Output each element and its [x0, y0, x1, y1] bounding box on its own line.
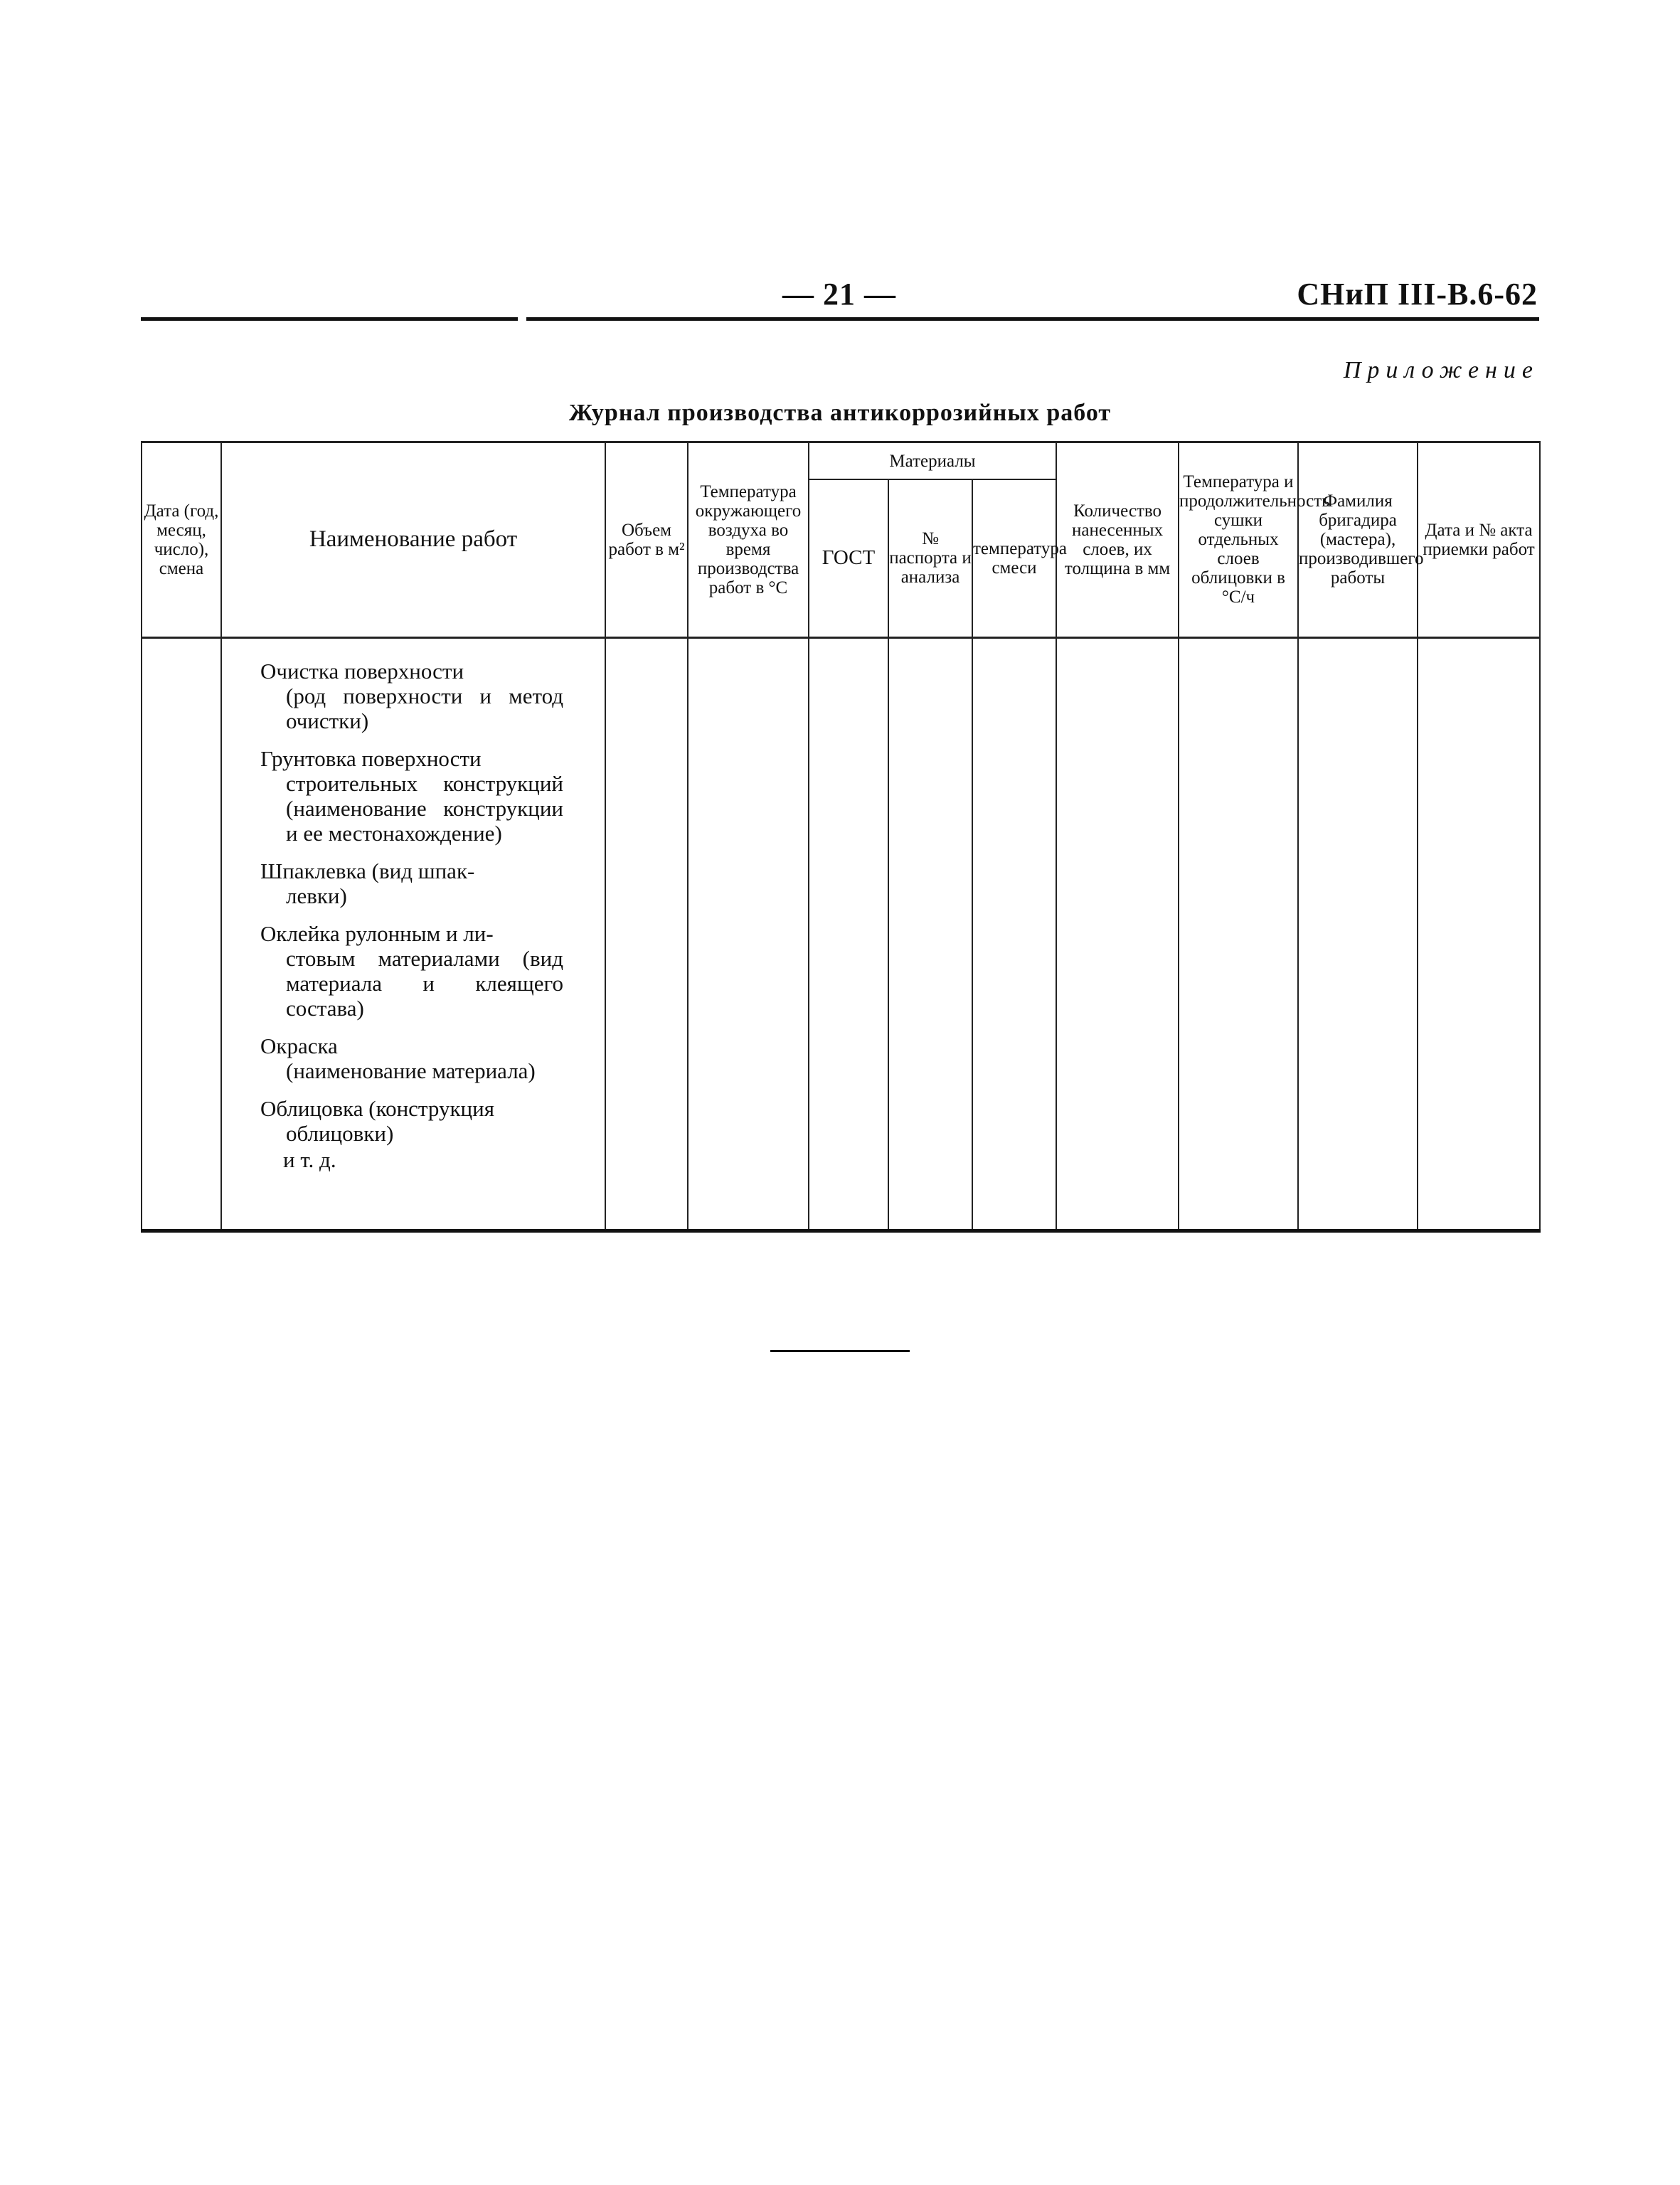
work-detail: стовым материалами (вид материала и клеящего состава)	[286, 945, 563, 1021]
table-row	[142, 637, 1540, 1230]
header-rule-right	[526, 317, 1539, 321]
cell-date	[142, 637, 221, 1230]
works-list	[222, 639, 605, 1172]
work-name: Очистка поверхности	[260, 658, 464, 684]
cell-volume	[605, 637, 688, 1230]
work-detail: облицовки)	[286, 1120, 394, 1146]
cell-acceptance-act	[1418, 637, 1540, 1230]
list-item	[260, 858, 563, 908]
column-header-drying: Температура и продолжительность сушки отдельных слоев облицовки в °С/ч	[1179, 442, 1298, 638]
column-header-name: Наименование работ	[221, 442, 605, 638]
page-number: — 21 —	[782, 277, 896, 312]
cell-gost	[809, 637, 888, 1230]
cell-passport	[888, 637, 972, 1230]
column-group-materials: Материалы	[809, 442, 1056, 480]
list-item	[260, 659, 563, 733]
cell-foreman	[1298, 637, 1418, 1230]
work-detail: (наименование материала)	[286, 1058, 536, 1083]
journal-table	[141, 441, 1541, 1233]
work-name: Облицовка (конструкция	[260, 1095, 494, 1121]
column-header-layers: Количество нанесенных слоев, их толщина в мм	[1056, 442, 1179, 638]
list-item	[260, 746, 563, 846]
list-item	[260, 1096, 563, 1146]
work-name: Оклейка рулонным и ли-	[260, 920, 494, 946]
journal-title: Журнал производства антикоррозийных работ	[568, 400, 1112, 426]
cell-drying	[1179, 637, 1298, 1230]
column-header-foreman: Фамилия бригадира (мастера), производившего работы	[1298, 442, 1418, 638]
cell-works	[221, 637, 605, 1230]
cell-air-temperature	[688, 637, 809, 1230]
work-name: Грунтовка поверхности	[260, 745, 482, 771]
work-detail: левки)	[286, 883, 347, 908]
column-header-acceptance-act: Дата и № акта приемки работ	[1418, 442, 1540, 638]
column-header-gost: ГОСТ	[809, 479, 888, 637]
cell-layers	[1056, 637, 1179, 1230]
end-rule	[770, 1350, 910, 1352]
column-header-volume: Объем работ в м²	[605, 442, 688, 638]
list-item	[260, 921, 563, 1021]
list-item	[260, 1033, 563, 1083]
works-tail: и т. д.	[283, 1147, 336, 1172]
column-header-passport: № паспорта и анализа	[888, 479, 972, 637]
appendix-label: Приложение	[1343, 357, 1539, 383]
column-header-mix-temperature: температура смеси	[972, 479, 1056, 637]
header-rule-left	[141, 317, 518, 321]
document-code: СНиП III-В.6-62	[1297, 277, 1538, 312]
cell-mix-temperature	[972, 637, 1056, 1230]
work-detail: (род поверхности и метод очистки)	[286, 683, 563, 733]
work-name: Шпаклевка (вид шпак-	[260, 858, 475, 883]
work-name: Окраска	[260, 1033, 338, 1058]
work-detail: строительных конструкций (наименование конструкции и ее местонахождение)	[286, 770, 563, 846]
column-header-date: Дата (год, месяц, число), смена	[142, 442, 221, 638]
column-header-air-temperature: Температура окружающего воздуха во время производства работ в °С	[688, 442, 809, 638]
